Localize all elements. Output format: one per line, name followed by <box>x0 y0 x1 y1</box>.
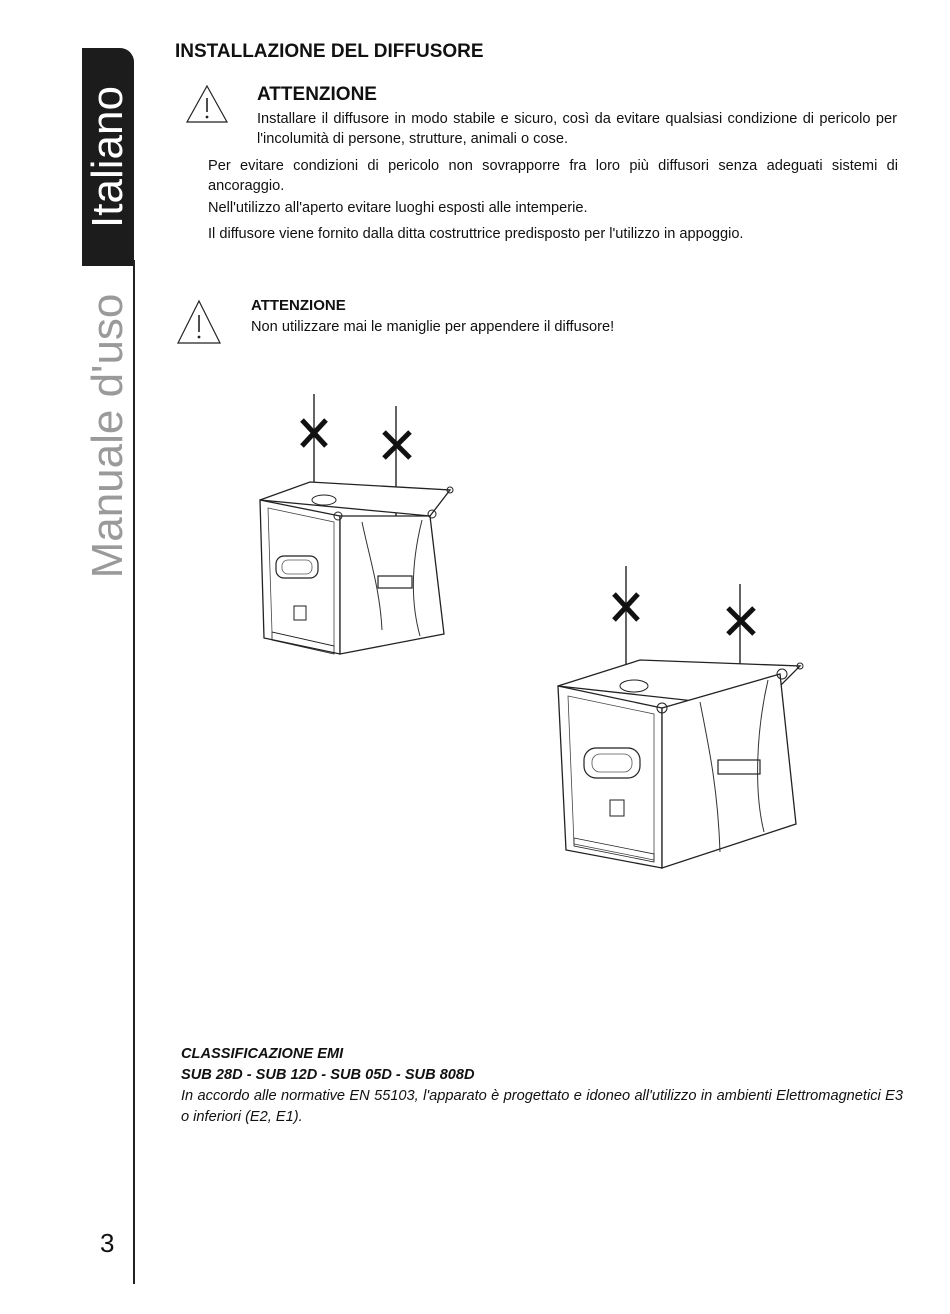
speaker-figure-2 <box>550 562 810 882</box>
language-tab-label: Italiano <box>83 86 132 228</box>
warning-title-2: ATTENZIONE <box>251 297 346 314</box>
cross-mark-icon <box>384 432 410 458</box>
sidebar-divider <box>133 260 135 1284</box>
warning-title: ATTENZIONE <box>257 84 377 105</box>
emi-classification <box>181 1044 903 1128</box>
emi-models: SUB 28D - SUB 12D - SUB 05D - SUB 808D <box>181 1067 475 1083</box>
paragraph-supplied: Il diffusore viene fornito dalla ditta costruttrice predisposto per l'utilizzo in appoggio. <box>208 226 744 242</box>
paragraph-stacking: Per evitare condizioni di pericolo non sovrapporre fra loro più diffusori senza adeguati sistemi di ancoraggio. <box>208 158 898 194</box>
warning-triangle-icon <box>176 299 222 345</box>
cross-mark-icon <box>728 608 754 634</box>
warning-triangle-icon <box>185 84 229 124</box>
warning-text: Installare il diffusore in modo stabile e sicuro, così da evitare qualsiasi condizione di pericolo per l'incolumità di persone, strutture, animali o cose. <box>257 111 897 147</box>
emi-text: In accordo alle normative EN 55103, l'apparato è progettato e idoneo all'utilizzo in ambienti Elettromagnetici E3 o inferiori (E2, E1). <box>181 1088 903 1125</box>
section-title: INSTALLAZIONE DEL DIFFUSORE <box>175 41 484 62</box>
page-number: 3 <box>100 1228 115 1258</box>
warning-text-2: Non utilizzare mai le maniglie per appendere il diffusore! <box>251 319 615 335</box>
manual-title: Manuale d'uso <box>83 293 132 579</box>
speaker-figure-1 <box>250 390 460 670</box>
paragraph-outdoor: Nell'utilizzo all'aperto evitare luoghi esposti alle intemperie. <box>208 200 588 216</box>
emi-title: CLASSIFICAZIONE EMI <box>181 1046 344 1062</box>
